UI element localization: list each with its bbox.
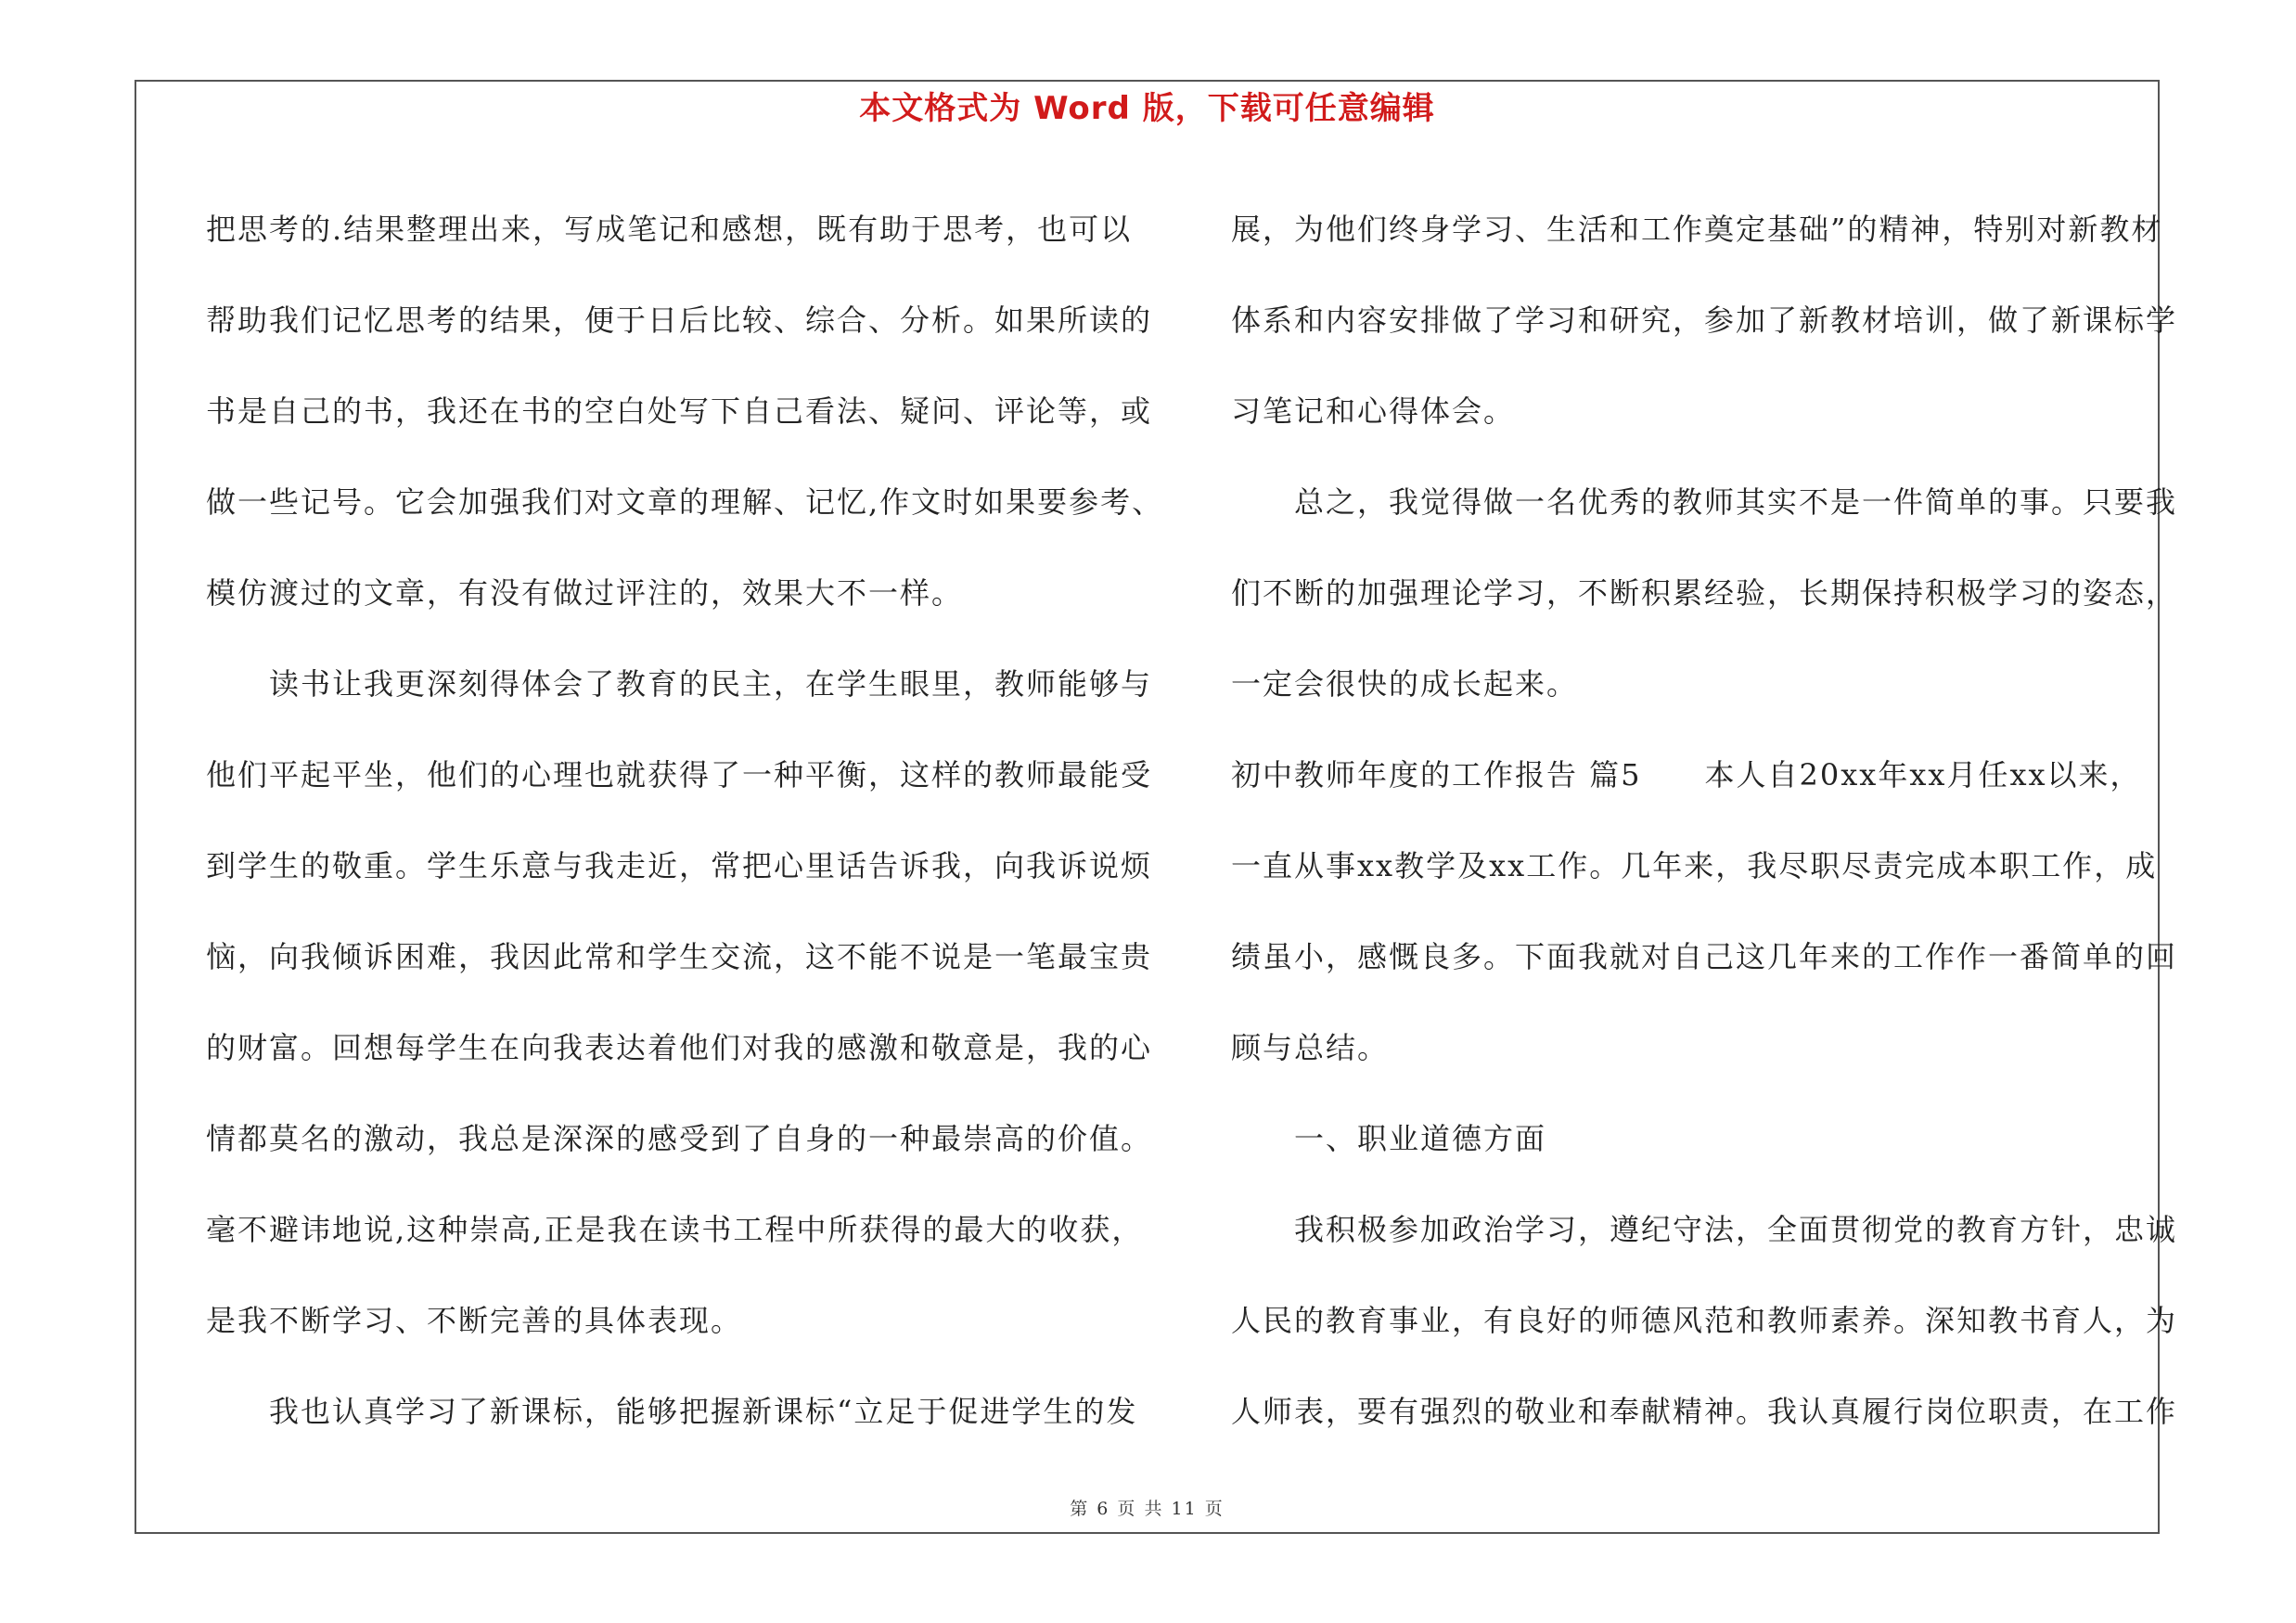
text-line: 的财富。回想每学生在向我表达着他们对我的感激和敬意是，我的心 — [206, 1030, 1153, 1065]
text-line: 把思考的.结果整理出来，写成笔记和感想，既有助于思考，也可以 — [206, 212, 1133, 247]
text-line: 书是自己的书，我还在书的空白处写下自己看法、疑问、评论等，或 — [206, 393, 1153, 429]
text-line: 习笔记和心得体会。 — [1231, 393, 1516, 429]
text-line: 体系和内容安排做了学习和研究，参加了新教材培训，做了新课标学 — [1231, 303, 2178, 338]
right-column — [1231, 184, 2178, 1457]
text-line: 一直从事xx教学及xx工作。几年来，我尽职尽责完成本职工作，成 — [1231, 848, 2158, 883]
text-line: 模仿渡过的文章，有没有做过评注的，效果大不一样。 — [206, 575, 964, 611]
text-line: 到学生的敬重。学生乐意与我走近，常把心里话告诉我，向我诉说烦 — [206, 848, 1153, 883]
text-line: 毫不避讳地说,这种崇高,正是我在读书工程中所获得的最大的收获， — [206, 1212, 1144, 1247]
text-line: 我积极参加政治学习，遵纪守法，全面贯彻党的教育方针，忠诚 — [1231, 1212, 2178, 1247]
text-line: 恼，向我倾诉困难，我因此常和学生交流，这不能不说是一笔最宝贵 — [206, 939, 1153, 974]
left-column — [206, 184, 1164, 1457]
format-banner: 本文格式为 Word 版，下载可任意编辑 — [859, 90, 1435, 127]
section-heading-line: 初中教师年度的工作报告 篇5 本人自20xx年xx月任xx以来， — [1231, 757, 2142, 792]
text-line: 人师表，要有强烈的敬业和奉献精神。我认真履行岗位职责，在工作 — [1231, 1394, 2178, 1429]
text-line: 我也认真学习了新课标，能够把握新课标“立足于促进学生的发 — [206, 1394, 1138, 1429]
text-line: 做一些记号。它会加强我们对文章的理解、记忆,作文时如果要参考、 — [206, 484, 1164, 520]
text-line: 展，为他们终身学习、生活和工作奠定基础”的精神，特别对新教材 — [1231, 212, 2163, 247]
text-line: 顾与总结。 — [1231, 1030, 1390, 1065]
text-line: 绩虽小，感慨良多。下面我就对自己这几年来的工作作一番简单的回 — [1231, 939, 2178, 974]
text-line: 他们平起平坐，他们的心理也就获得了一种平衡，这样的教师最能受 — [206, 757, 1153, 792]
text-line: 情都莫名的激动，我总是深深的感受到了自身的一种最崇高的价值。 — [206, 1121, 1153, 1156]
text-line: 们不断的加强理论学习，不断积累经验，长期保持积极学习的姿态， — [1231, 575, 2178, 611]
text-line: 人民的教育事业，有良好的师德风范和教师素养。深知教书育人，为 — [1231, 1303, 2178, 1338]
text-line: 一定会很快的成长起来。 — [1231, 666, 1579, 702]
subsection-heading: 一、职业道德方面 — [1231, 1121, 1547, 1156]
page-number-footer: 第 6 页 共 11 页 — [1070, 1499, 1225, 1519]
text-line: 读书让我更深刻得体会了教育的民主，在学生眼里，教师能够与 — [206, 666, 1153, 702]
text-line: 总之，我觉得做一名优秀的教师其实不是一件简单的事。只要我 — [1231, 484, 2178, 520]
text-line: 是我不断学习、不断完善的具体表现。 — [206, 1303, 743, 1338]
text-line: 帮助我们记忆思考的结果，便于日后比较、综合、分析。如果所读的 — [206, 303, 1153, 338]
